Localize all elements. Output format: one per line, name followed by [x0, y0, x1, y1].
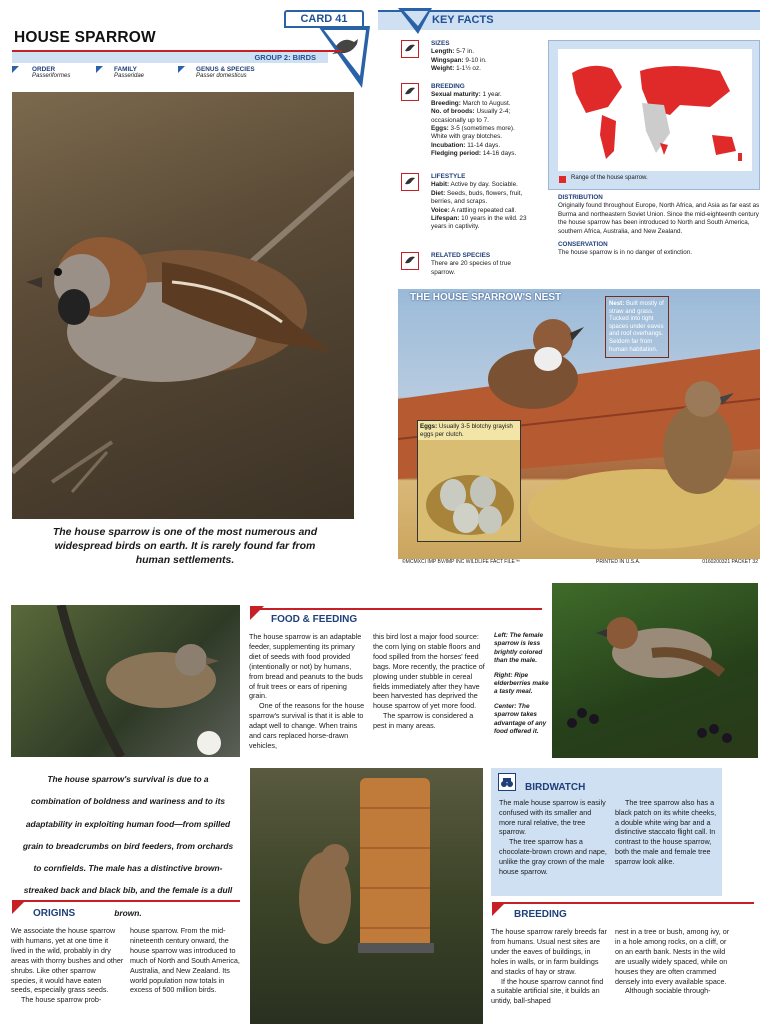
fact-value: Active by day. Sociable. [449, 181, 518, 189]
fact-value: 1-1½ oz. [454, 65, 481, 73]
breeding-col1 [491, 927, 609, 1006]
caption-head: Right: [494, 671, 513, 679]
origins-col1 [11, 926, 124, 1005]
origins-rule [12, 900, 240, 902]
fact-head: SIZES [431, 40, 450, 47]
copyright: ©MCMXCI IMP BV/IMP INC WILDLIFE FACT FILE™ [402, 559, 520, 565]
card-number: CARD 41 [300, 13, 348, 25]
fact-head: LIFESTYLE [431, 173, 466, 180]
fact-label: Breeding: [431, 99, 461, 107]
fact-value: A rattling repeated call. [449, 206, 517, 214]
distribution [558, 194, 762, 258]
group-bar [12, 52, 328, 63]
birdwatch-text: The tree sparrow also has a black patch on its white cheeks, a double white wing bar and a distinctive staccato flight call. In contrast to the house sparrow, both the male and female tree sparrow look alike. [615, 798, 717, 866]
packet-code: 0160200321 PACKET 32 [702, 559, 758, 565]
birdwatch-panel [491, 768, 722, 896]
food-col2 [373, 632, 488, 731]
caption-text: Ripe elderberries make a tasty meal. [494, 671, 549, 696]
fact-value: March to August. [460, 99, 511, 107]
breeding-text: If the house sparrow cannot find a suitable artificial site, it builds an untidy, ball-shaped [491, 976, 604, 1006]
taxonomy-value: Passer domesticus [196, 73, 247, 79]
eggs-inset [417, 420, 521, 542]
food-header [250, 606, 542, 610]
fact-label: Fledging period: [431, 150, 482, 158]
caption-text: The sparrow takes advantage of any food offered it. [494, 702, 547, 736]
taxonomy-head: ORDER [32, 66, 56, 73]
main-sparrow-photo [12, 92, 354, 519]
fact-label: Lifespan: [431, 215, 460, 223]
conservation-text: The house sparrow is in no danger of extinction. [558, 249, 693, 257]
fact-value: 14-16 days. [481, 150, 517, 158]
key-facts-emblem [398, 8, 432, 34]
fact-value: 5-7 in. [454, 48, 474, 56]
caption-head: Left: [494, 632, 508, 639]
eggs-label-text: Usually 3-5 blotchy grayish eggs per clutch. [420, 423, 513, 438]
fact-label: Voice: [431, 206, 450, 214]
fact-value: 10 years in the wild. 23 years in captivity. [431, 215, 527, 231]
origins-text: The house sparrow prob- [21, 995, 102, 1005]
map-legend: Range of the house sparrow. [571, 175, 648, 181]
birdwatch-col1 [499, 798, 609, 876]
nest-title: THE HOUSE SPARROW'S NEST [410, 292, 562, 303]
eggs-label [418, 421, 520, 440]
survival-caption: The house sparrow's survival is due to a combination of boldness and wariness and to its adaptability in exploiting human food—from spilled grain to breadcrumbs on bird feeders, from orchards to cornfields. The male has a distinctive brown-streaked back and black bib, and the female is a dull brown. [22, 774, 234, 918]
food-captions [494, 632, 550, 736]
range-map [548, 40, 760, 190]
taxonomy-family [96, 66, 176, 79]
triangle-marker-icon [492, 902, 506, 916]
food-text: The house sparrow is an adaptable feeder, supplementing its primary diet of seeds with food provided (intentionally or not) by humans, from bread and peanuts to the buds of fruit trees or ears of ripening grain. [249, 632, 363, 701]
key-facts-header [378, 10, 760, 30]
bird-silhouette-icon [401, 173, 419, 191]
breeding-col2 [615, 927, 733, 996]
origins-title: ORIGINS [33, 908, 76, 919]
fact-value: 9-10 in. [463, 56, 487, 64]
fact-label: Incubation: [431, 141, 466, 149]
fact-head: RELATED SPECIES [431, 252, 491, 259]
nest-label-head: Nest: [609, 300, 625, 307]
caption-text: The female sparrow is less brightly colored than the male. [494, 632, 544, 665]
female-sparrow-photo [11, 605, 240, 757]
origins-text: house sparrow. From the mid-nineteenth century onward, the house sparrow was introduced to much of North and South America, Australia, and New Zealand. Its world population now totals in excess of 500 million birds. [130, 926, 240, 995]
birdwatch-text: The male house sparrow is easily confused with its smaller and more rural relative, the tree sparrow. [499, 798, 606, 837]
distribution-text: Originally found throughout Europe, North Africa, and Asia as far east as Burma and northeastern Soviet Union. Since the mid-eighteenth century the house sparrow has been introduced to North and South America, southern Africa, Australia, and New Zealand. [558, 202, 760, 235]
food-text: this bird lost a major food source: the corn lying on stable floors and food spilled from the horses' feed bags. More recently, the practice of plowing under stubble in cereal fields immediately after they have been harvested has deprived the house sparrow of yet more food. [373, 632, 485, 711]
fact-label: Habit: [431, 181, 450, 189]
triangle-marker-icon [250, 606, 264, 620]
conservation-head: CONSERVATION [558, 241, 608, 249]
triangle-marker-icon [178, 66, 185, 73]
fact-value: 11-14 days. [465, 141, 501, 149]
elderberry-sparrow-photo [552, 583, 758, 758]
fact-value: There are 20 species of true sparrow. [431, 260, 511, 276]
triangle-marker-icon [12, 900, 26, 914]
triangle-marker-icon [96, 66, 103, 73]
food-text: The sparrow is considered a pest in many areas. [373, 711, 474, 731]
taxonomy-head: GENUS & SPECIES [196, 66, 255, 73]
caption-head: Center: [494, 702, 517, 710]
origins-text: We associate the house sparrow with humans, yet at one time it lived in the wild, probably in dry areas with thorny bushes and other shrubs. Like other sparrow species, it would have eaten seeds, especially grass seeds. [11, 926, 124, 995]
fact-label: Length: [431, 48, 455, 56]
breeding-title: BREEDING [514, 909, 567, 920]
fact-value: Usually 2-4; occasionally up to 7. [431, 108, 511, 124]
bird-silhouette-icon [401, 40, 419, 58]
food-col1 [249, 632, 366, 751]
fact-value: 3-5 (sometimes more). White with gray blotches. [431, 125, 515, 141]
eggs-label-head: Eggs: [420, 423, 438, 430]
nest-label-text: Built mostly of straw and grass. Tucked into tight spaces under eaves and roof overhangs. Seldom far from human habitation. [609, 300, 664, 353]
binoculars-icon [498, 773, 516, 791]
fact-value: 1 year. [480, 91, 502, 99]
fact-label: Sexual maturity: [431, 91, 481, 99]
fact-head: BREEDING [431, 83, 465, 90]
key-facts-title: KEY FACTS [432, 14, 494, 26]
fact-label: Diet: [431, 189, 446, 197]
birdwatch-col2 [615, 798, 719, 867]
feeder-sparrow-photo [250, 768, 483, 1024]
taxonomy-genus [178, 66, 298, 79]
bird-silhouette-icon [401, 83, 419, 101]
breeding-text: nest in a tree or bush, among ivy, or in a hole among rocks, on a cliff, or on an earth bank. Nests in the wild are usually widely spaced, while on houses they are often crammed densely into every available space. [615, 927, 730, 986]
main-photo-caption: The house sparrow is one of the most numerous and widespread birds on earth. It is rarely found far from human settlements. [52, 526, 318, 566]
taxonomy-value: Passeridae [114, 73, 145, 79]
fact-label: No. of broods: [431, 108, 475, 116]
bird-silhouette-icon [401, 252, 419, 270]
food-text: One of the reasons for the house sparrow's survival is that it is able to adapt well to change. When trains and cars replaced horse-drawn vehicles, [249, 701, 365, 750]
group-label: GROUP 2: BIRDS [254, 53, 316, 62]
nest-label [605, 296, 669, 358]
taxonomy-value: Passeriformes [32, 73, 71, 79]
fact-label: Eggs: [431, 125, 449, 133]
fact-label: Wingspan: [431, 56, 464, 64]
birdwatch-title: BIRDWATCH [525, 782, 586, 793]
page-title: HOUSE SPARROW [14, 29, 156, 46]
birdwatch-text: The tree sparrow has a chocolate-brown crown and nape, unlike the gray crown of the male house sparrow. [499, 837, 607, 876]
breeding-text: The house sparrow rarely breeds far from humans. Usual nest sites are under the eaves of buildings, in holes in walls, or in farm buildings and stacks of hay or straw. [491, 927, 607, 976]
taxonomy-order [12, 66, 92, 79]
distribution-head: DISTRIBUTION [558, 194, 603, 201]
breeding-text: Although sociable through- [625, 986, 711, 996]
origins-col2 [130, 926, 242, 995]
fact-label: Weight: [431, 65, 455, 73]
breeding-rule [492, 902, 754, 904]
triangle-marker-icon [12, 66, 19, 73]
taxonomy-head: FAMILY [114, 66, 137, 73]
map-legend-swatch [559, 176, 566, 183]
fact-value: Seeds, buds, flowers, fruit, berries, and scraps. [431, 189, 523, 206]
food-title: FOOD & FEEDING [271, 614, 358, 625]
printed-in: PRINTED IN U.S.A. [596, 559, 641, 565]
